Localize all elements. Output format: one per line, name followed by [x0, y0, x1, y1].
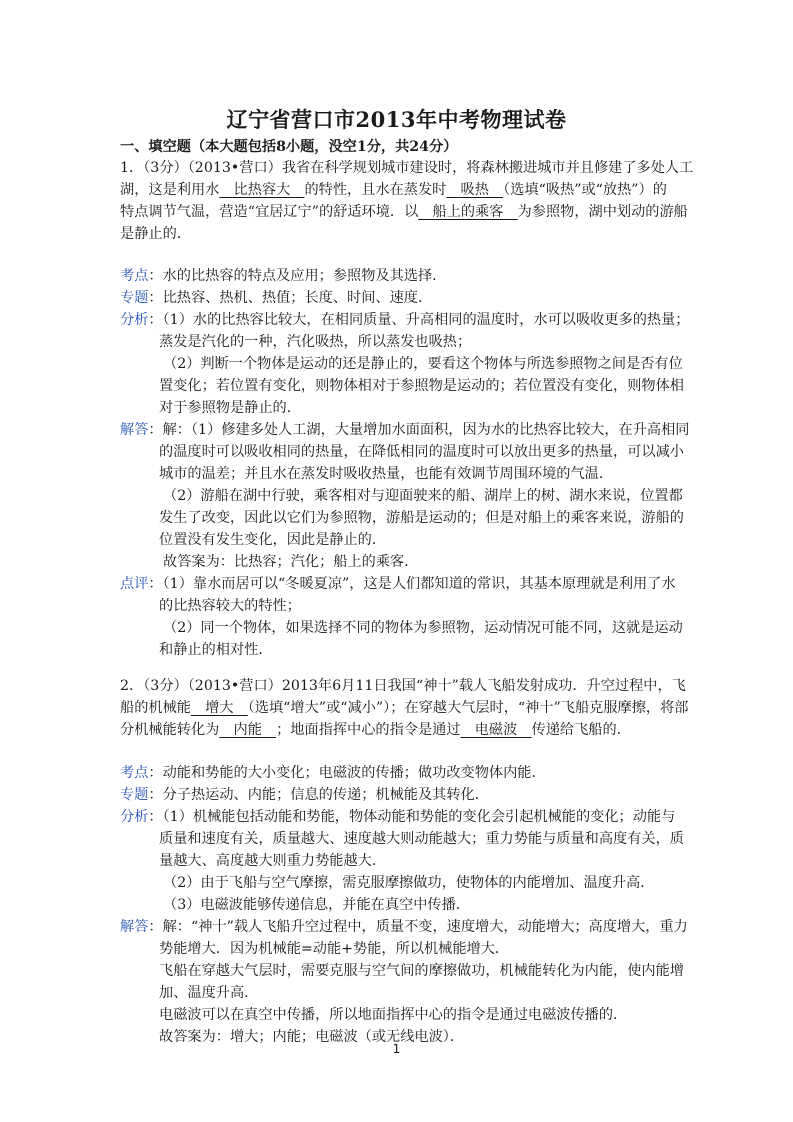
- q2-jieda-line: 势能增大．因为机械能=动能+势能，所以机械能增大．: [159, 941, 510, 957]
- q1-fenxi-line: 蒸发是汽化的一种，汽化吸热，所以蒸发也吸热；: [159, 334, 472, 350]
- q1-jieda-line: 发生了改变，因此以它们为参照物，游船是运动的；但是对船上的乘客来说，游船的: [159, 510, 684, 526]
- q2-fenxi-line: （3）电磁波能够传递信息，并能在真空中传播．: [163, 897, 470, 913]
- q1-jieda-line: 的温度时可以吸收相同的热量，在降低相同的温度时可以放出更多的热量，可以减小: [159, 444, 684, 460]
- q1-answer-3: 船上的乘客: [418, 204, 518, 220]
- q1-line-3: 特点调节气温，营造“宜居辽宁”的舒适环境．以 船上的乘客 为参照物，湖中划动的游船: [120, 204, 688, 220]
- page-title: 辽宁省营口市2013年中考物理试卷: [226, 107, 567, 132]
- q2-line-2: 船的机械能 增大 （选填“增大”或“减小”）；在穿越大气层时，“神十”飞船克服摩擦，将部: [120, 700, 689, 716]
- fenxi-label: 分析: [120, 809, 149, 825]
- q2-jieda-line: 飞船在穿越大气层时，需要克服与空气间的摩擦做功，机械能转化为内能，使内能增: [159, 963, 684, 979]
- q1-dianping: 点评：（1）靠水而居可以“冬暖夏凉”，这是人们都知道的常识，其基本原理就是利用了水: [120, 576, 676, 592]
- q1-answer-2: 吸热: [446, 182, 504, 198]
- jieda-label: 解答: [120, 919, 149, 935]
- q1-kaodian: 考点：水的比热容的特点及应用；参照物及其选择．: [120, 268, 447, 284]
- kaodian-label: 考点: [120, 765, 149, 781]
- q2-line-1: 2．（3分）（2013•营口）2013年6月11日我国“神十”载人飞船发射成功．升空过程中，飞: [120, 678, 686, 694]
- q1-fenxi-line: 对于参照物是静止的．: [159, 400, 301, 416]
- q2-jieda-line: 加、温度升高．: [159, 985, 259, 1001]
- q1-dianping-line: 和静止的相对性．: [159, 642, 273, 658]
- zhuanti-label: 专题: [120, 290, 149, 306]
- kaodian-label: 考点: [120, 268, 149, 284]
- q2-answer-1: 增大: [190, 700, 248, 716]
- fenxi-label: 分析: [120, 312, 149, 328]
- q2-fenxi-line: （2）由于飞船与空气摩擦，需克服摩擦做功，使物体的内能增加、温度升高．: [163, 875, 655, 891]
- q2-jieda-line: 电磁波可以在真空中传播，所以地面指挥中心的指令是通过电磁波传播的．: [159, 1007, 628, 1023]
- q1-fenxi-line: （2）判断一个物体是运动的还是静止的，要看这个物体与所选参照物之间是否有位: [163, 356, 683, 372]
- q1-jieda: 解答：解：（1）修建多处人工湖，大量增加水面面积，因为水的比热容比较大，在升高相同: [120, 422, 690, 438]
- q2-fenxi-line: 质量和速度有关，质量越大、速度越大则动能越大；重力势能与质量和高度有关，质: [159, 831, 684, 847]
- page-number: 1: [392, 1042, 401, 1056]
- q1-jieda-line: 城市的温差；并且水在蒸发时吸收热量，也能有效调节周围环境的气温．: [159, 466, 614, 482]
- q1-zhuanti: 专题：比热容、热机、热值；长度、时间、速度．: [120, 290, 433, 306]
- q1-line-2: 湖，这是利用水 比热容大 的特性，且水在蒸发时 吸热 （选填“吸热”或“放热”）的: [120, 182, 667, 198]
- q1-jieda-line: （2）游船在湖中行驶，乘客相对与迎面驶来的船、湖岸上的树、湖水来说，位置都: [163, 488, 683, 504]
- dianping-label: 点评: [120, 576, 149, 592]
- q1-answer-1: 比热容大: [219, 182, 305, 198]
- q2-answer-3: 电磁波: [460, 722, 532, 738]
- zhuanti-label: 专题: [120, 787, 149, 803]
- q1-line-4: 是静止的．: [120, 226, 191, 242]
- q2-answer-summary: 故答案为：增大；内能；电磁波（或无线电波）．: [159, 1029, 465, 1045]
- q2-fenxi: 分析：（1）机械能包括动能和势能，物体动能和势能的变化会引起机械能的变化；动能与: [120, 809, 676, 825]
- q2-line-3: 分机械能转化为 内能 ；地面指挥中心的指令是通过 电磁波 传递给飞船的．: [120, 722, 631, 738]
- section-heading: 一、填空题（本大题包括8小题，没空1分，共24分）: [120, 139, 458, 155]
- q2-kaodian: 考点：动能和势能的大小变化；电磁波的传播；做功改变物体内能．: [120, 765, 546, 781]
- q1-jieda-line: 位置没有发生变化，因此是静止的．: [159, 532, 387, 548]
- q1-fenxi: 分析：（1）水的比热容比较大，在相同质量、升高相同的温度时，水可以吸收更多的热量；: [120, 312, 690, 328]
- jieda-label: 解答: [120, 422, 149, 438]
- q1-dianping-line: （2）同一个物体，如果选择不同的物体为参照物，运动情况可能不同，这就是运动: [163, 620, 683, 636]
- q2-jieda: 解答：解：“神十”载人飞船升空过程中，质量不变，速度增大，动能增大；高度增大，重力: [120, 919, 688, 935]
- q2-zhuanti: 专题：分子热运动、内能；信息的传递；机械能及其转化．: [120, 787, 489, 803]
- q1-line-1: 1．（3分）（2013•营口）我省在科学规划城市建设时，将森林搬进城市并且修建了多处人工: [120, 160, 694, 176]
- q2-fenxi-line: 量越大、高度越大则重力势能越大．: [159, 853, 387, 869]
- q1-answer-summary: 故答案为：比热容；汽化；船上的乘客．: [163, 554, 419, 570]
- q1-fenxi-line: 置变化；若位置有变化，则物体相对于参照物是运动的；若位置没有变化，则物体相: [159, 378, 684, 394]
- q2-answer-2: 内能: [219, 722, 277, 738]
- q1-dianping-line: 的比热容较大的特性；: [159, 598, 301, 614]
